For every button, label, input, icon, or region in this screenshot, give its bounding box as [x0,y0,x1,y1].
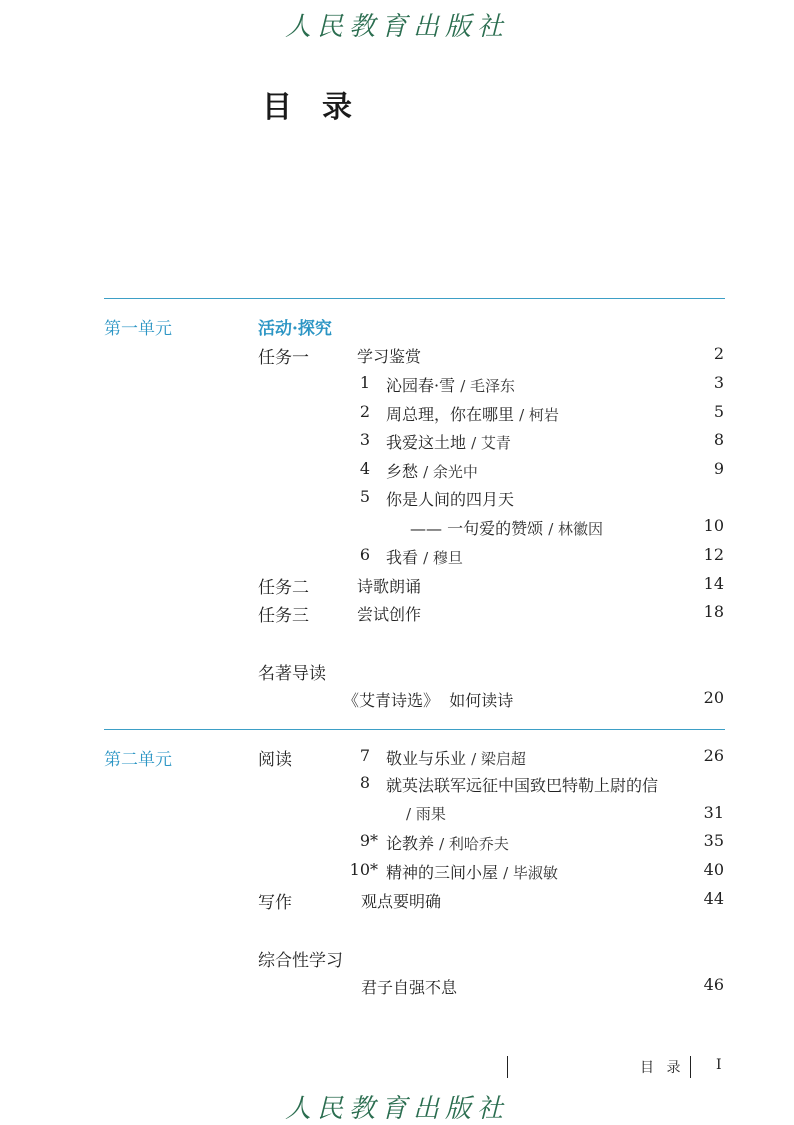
publisher-logo-bottom: 人民教育出版社 [284,1094,509,1124]
toc-entry[interactable] [386,373,515,396]
toc-entry[interactable]: 就英法联军远征中国致巴特勒上尉的信 [386,776,659,795]
task-3-title[interactable]: 尝试创作 [357,605,422,624]
task-1-page: 2 [713,344,724,363]
item-number: 8 [359,773,370,792]
entry-author: / 毛泽东 [460,377,516,395]
task-1-title[interactable]: 学习鉴赏 [357,347,422,366]
item-number: 7 [359,746,370,765]
entry-author: / 余光中 [423,463,478,481]
comprehensive-page: 46 [703,975,724,994]
entry-author: / 穆旦 [423,549,463,567]
toc-entry[interactable] [386,831,509,854]
task-3-page: 18 [703,602,724,621]
entry-title: 我看 [386,548,419,567]
classics-topic: 如何读诗 [449,691,514,710]
entry-page: 5 [713,402,724,421]
task-2-label: 任务二 [258,578,309,598]
item-number: 10* [349,860,378,879]
entry-page: 26 [703,746,724,765]
entry-title: 周总理，你在哪里 [386,405,515,424]
toc-entry[interactable]: 你是人间的四月天 [386,490,515,509]
reading-label: 阅读 [258,750,292,770]
task-2-page: 14 [703,574,724,593]
toc-entry[interactable] [386,545,463,568]
entry-title: 我爱这土地 [386,433,467,452]
entry-author: / 毕淑敏 [503,864,558,882]
entry-page: 12 [703,545,724,564]
item-number: 5 [359,487,370,506]
classics-book: 《艾青诗选》 [343,691,440,710]
task-1-label: 任务一 [258,348,309,368]
entry-title: 精神的三间小屋 [386,863,499,882]
footer-page-number: I [716,1057,726,1073]
entry-page: 40 [703,860,724,879]
toc-entry-subtitle[interactable] [410,516,603,539]
entry-title: 沁园春·雪 [386,376,456,395]
entry-author: / 林徽因 [548,520,604,538]
item-number: 9* [359,831,378,850]
item-number: 4 [359,459,370,478]
writing-page: 44 [703,889,724,908]
toc-entry[interactable] [386,746,526,769]
entry-author: / 梁启超 [471,750,526,768]
footer-divider [690,1056,691,1078]
entry-page: 10 [703,516,724,535]
entry-page: 3 [713,373,724,392]
toc-entry[interactable] [386,402,559,425]
footer-divider [507,1056,508,1078]
toc-entry[interactable] [386,860,558,883]
toc-entry[interactable] [386,430,511,453]
comprehensive-title[interactable]: 君子自强不息 [361,978,458,997]
entry-page: 8 [713,430,724,449]
publisher-logo-top: 人民教育出版社 [284,12,509,42]
task-2-title[interactable]: 诗歌朗诵 [357,577,422,596]
item-number: 2 [359,402,370,421]
toc-entry[interactable] [386,459,478,482]
entry-author: / 利哈乔夫 [439,835,509,853]
footer-section: 目 录 [640,1060,685,1076]
task-3-label: 任务三 [258,606,309,626]
entry-page: 35 [703,831,724,850]
writing-title[interactable]: 观点要明确 [361,892,442,911]
entry-page: 31 [703,803,724,822]
entry-author: / 雨果 [406,805,446,823]
unit-divider [104,298,725,299]
unit-divider [104,729,725,730]
page-title: 目录 [262,90,382,125]
unit-2-label: 第二单元 [104,750,172,770]
unit-1-label: 第一单元 [104,319,172,339]
item-number: 6 [359,545,370,564]
classics-entry[interactable] [343,688,513,711]
section-heading: 活动·探究 [258,319,332,339]
comprehensive-label: 综合性学习 [258,951,343,971]
entry-author: / 柯岩 [519,406,559,424]
entry-title: 敬业与乐业 [386,749,467,768]
entry-title: 论教养 [386,834,435,853]
classics-label: 名著导读 [258,664,326,684]
entry-subtitle: —— 一句爱的赞颂 [410,519,544,538]
entry-page: 9 [713,459,724,478]
writing-label: 写作 [258,893,292,913]
item-number: 3 [359,430,370,449]
item-number: 1 [359,373,370,392]
entry-title: 乡愁 [386,462,419,481]
classics-page: 20 [703,688,724,707]
entry-author: / 艾青 [471,434,511,452]
